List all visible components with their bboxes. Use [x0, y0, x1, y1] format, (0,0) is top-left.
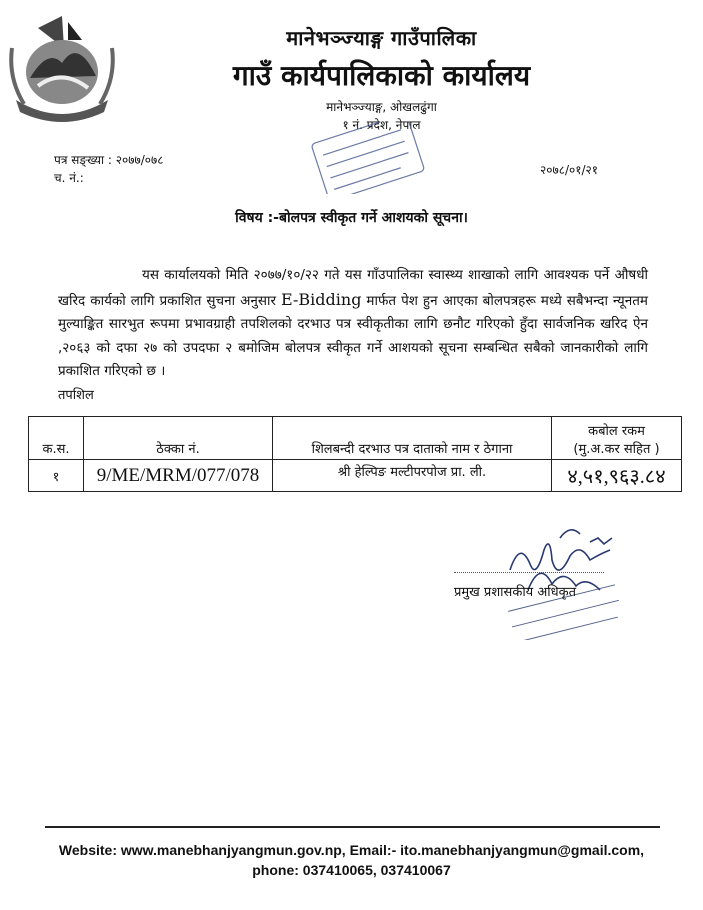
footer-contact-line: Website: www.manebhanjyangmun.gov.np, Email:- ito.manebhanjyangmun@gmail.com, — [58, 842, 645, 858]
footer-phone-line: phone: 037410065, 037410067 — [252, 862, 451, 878]
office-stamp — [296, 122, 436, 194]
header-bidder: शिलबन्दी दरभाउ पत्र दाताको नाम र ठेगाना — [273, 417, 552, 460]
office-name: गाउँ कार्यपालिकाको कार्यालय — [232, 59, 531, 92]
body-part-2: मार्फत पेश हुन आएका बोलपत्रहरू मध्ये सबैभन्दा न्यूनतम मुल्याङ्कित सारभुत रूपमा प्रभावग्राही तपशिलको दरभाउ पत्र स्वीकृतीका लागि छनौट गरिएको हुँदा सार्वजनिक खरिद ऐन ,२०६३ को दफा २७ को उपदफा २ बमोजिम बोलपत्र स्वीकृत गर्ने आशयको सूचना सम्बन्धित सबैको जानकारीको लागि प्रकाशित गरिएको छ । — [58, 292, 648, 379]
address-line-2: १ नं. प्रदेश, नेपाल — [342, 118, 421, 132]
notice-body — [58, 264, 648, 384]
header-amount — [552, 417, 682, 460]
schedule-label: तपशिल — [58, 388, 94, 403]
e-bidding-term: E-Bidding — [281, 289, 362, 309]
bid-table — [28, 416, 682, 492]
municipality-name: मानेभञ्ज्याङ्ग गाउँपालिका — [286, 26, 477, 50]
cell-contract-no: 9/ME/MRM/077/078 — [84, 460, 273, 492]
header-amount-line2: (मु.अ.कर सहित ) — [573, 442, 660, 457]
notice-subject: विषय :-बोलपत्र स्वीकृत गर्ने आशयको सूचना। — [235, 210, 468, 226]
letter-number: पत्र सङ्ख्या : २०७७/०७८ — [54, 153, 164, 167]
cell-sn: १ — [29, 460, 84, 492]
header-contract-no: ठेक्का नं. — [84, 417, 273, 460]
cell-amount: ४,५१,९६३.८४ — [552, 460, 682, 492]
signature-line — [454, 572, 604, 573]
address-line-1: मानेभञ्ज्याङ्ग, ओखलढुंगा — [326, 100, 437, 114]
footer-divider — [45, 826, 660, 828]
header-amount-line1: कबोल रकम — [588, 424, 645, 439]
dispatch-number: च. नं.: — [54, 171, 84, 185]
header-sn: क.स. — [29, 417, 84, 460]
cell-bidder: श्री हेल्पिङ मल्टीपरपोज प्रा. ली. — [273, 460, 552, 492]
signatory-designation: प्रमुख प्रशासकीय अधिकृत — [454, 585, 577, 600]
handwritten-signature — [440, 520, 640, 640]
table-row — [29, 460, 682, 492]
letter-date: २०७८/०१/२१ — [540, 163, 599, 177]
body-part-1: यस कार्यालयको मिति २०७७/१०/२२ गते यस गाँउपालिका स्वास्थ्य शाखाको लागि आवश्यक पर्ने औषधी खरिद कार्यको लागि प्रकाशित सुचना अनुसार — [58, 267, 648, 309]
table-header-row — [29, 417, 682, 460]
